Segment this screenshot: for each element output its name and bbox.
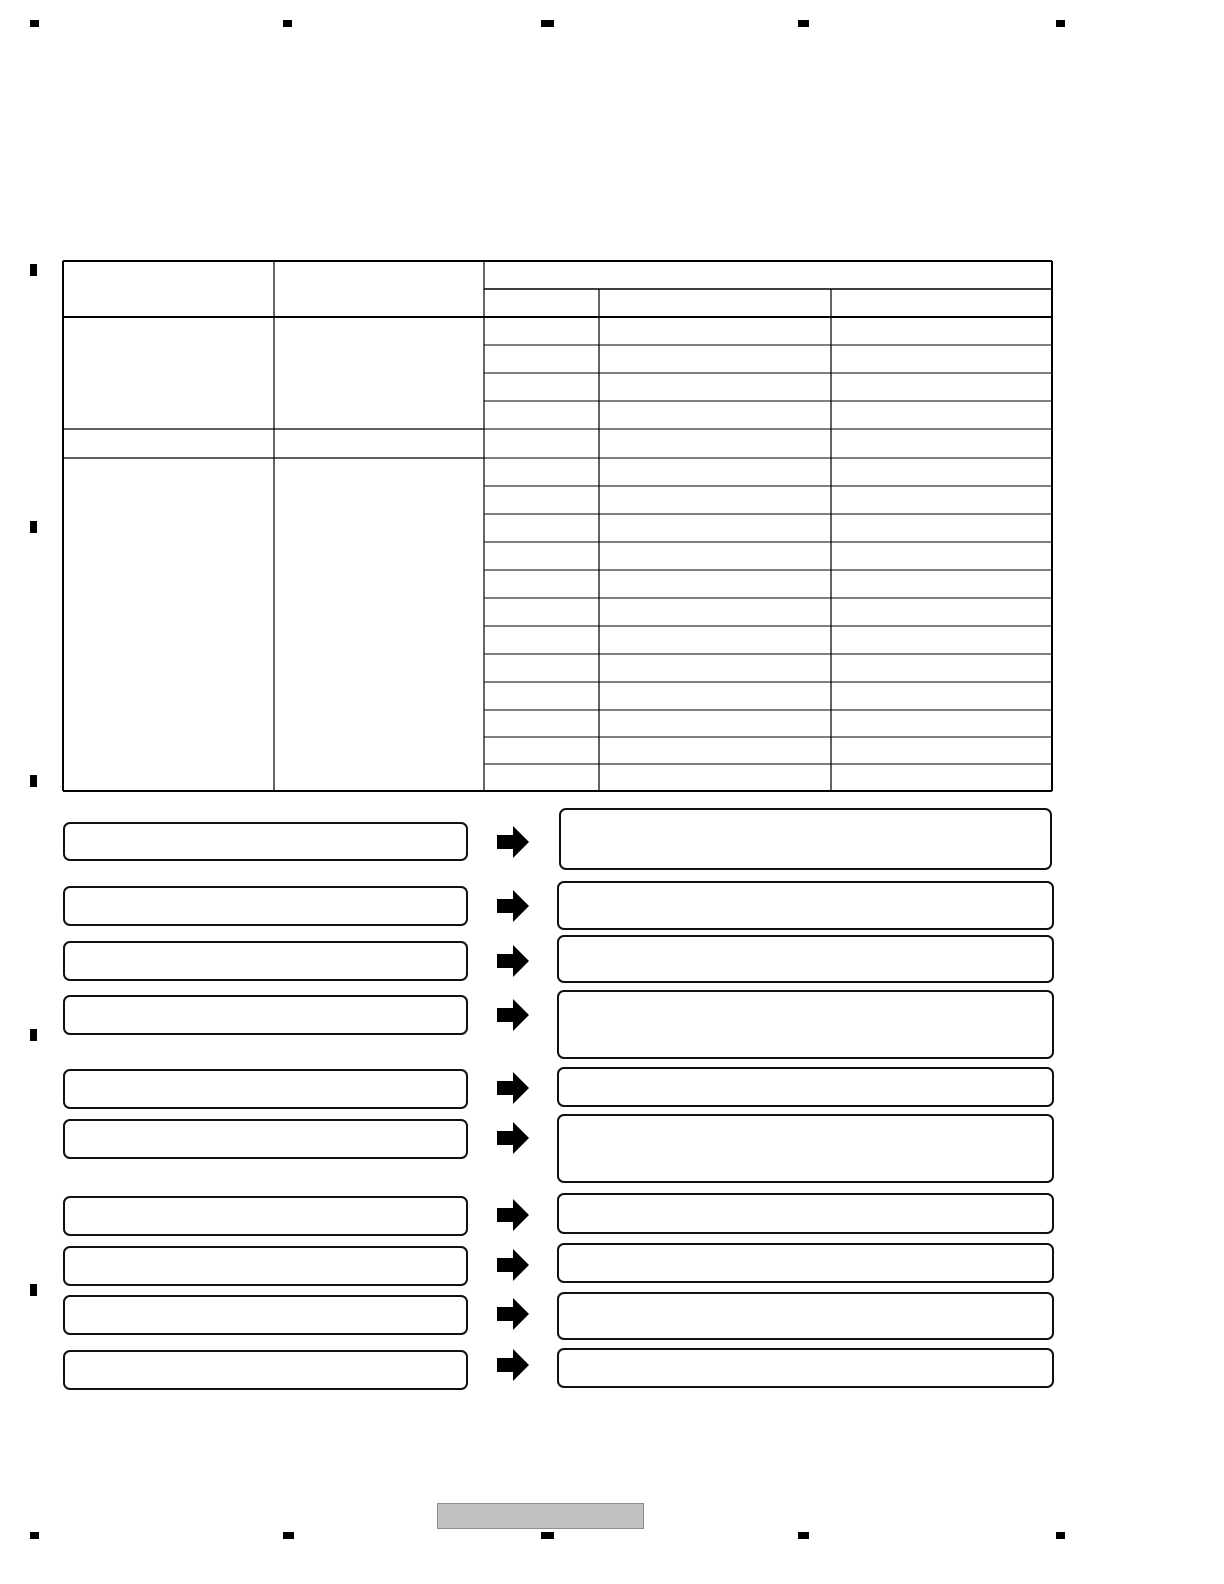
- arrow-right-icon: [496, 1247, 530, 1283]
- registration-mark-left-2: [30, 521, 37, 533]
- arrow-right-icon: [496, 1070, 530, 1106]
- flow-target-box-8: [557, 1243, 1054, 1283]
- registration-mark-left-1: [30, 264, 37, 276]
- arrow-right-icon: [496, 1197, 530, 1233]
- registration-mark-bottom-2: [283, 1532, 294, 1539]
- registration-mark-bottom-4: [798, 1532, 809, 1539]
- spec-table: [62, 260, 1053, 792]
- flow-target-box-3: [557, 935, 1054, 983]
- flow-target-box-9: [557, 1292, 1054, 1340]
- flow-source-box-7: [63, 1196, 468, 1236]
- arrow-right-icon: [496, 1347, 530, 1383]
- flow-target-box-7: [557, 1193, 1054, 1234]
- flow-source-box-6: [63, 1119, 468, 1159]
- flow-source-box-2: [63, 886, 468, 926]
- flow-target-box-2: [557, 881, 1054, 930]
- arrow-right-icon: [496, 1296, 530, 1332]
- registration-mark-top-3: [541, 20, 554, 27]
- registration-mark-left-4: [30, 1029, 37, 1041]
- registration-mark-top-1: [30, 20, 39, 27]
- arrow-right-icon: [496, 997, 530, 1033]
- arrow-right-icon: [496, 888, 530, 924]
- flow-target-box-10: [557, 1348, 1054, 1388]
- arrow-right-icon: [496, 1120, 530, 1156]
- flow-source-box-8: [63, 1246, 468, 1286]
- registration-mark-bottom-3: [541, 1532, 554, 1539]
- registration-mark-left-5: [30, 1284, 37, 1296]
- registration-mark-top-4: [798, 20, 809, 27]
- flow-target-box-6: [557, 1114, 1054, 1183]
- registration-mark-top-2: [283, 20, 292, 27]
- flow-source-box-1: [63, 822, 468, 861]
- flow-source-box-5: [63, 1069, 468, 1109]
- flow-source-box-9: [63, 1295, 468, 1335]
- registration-mark-bottom-1: [30, 1532, 39, 1539]
- page-number-box: [437, 1503, 644, 1529]
- registration-mark-top-5: [1056, 20, 1065, 27]
- flow-target-box-4: [557, 990, 1054, 1059]
- arrow-right-icon: [496, 943, 530, 979]
- arrow-right-icon: [496, 824, 530, 860]
- registration-mark-left-3: [30, 775, 37, 787]
- flow-source-box-3: [63, 941, 468, 981]
- flow-source-box-4: [63, 995, 468, 1035]
- flow-target-box-1: [559, 808, 1052, 870]
- registration-mark-bottom-5: [1056, 1532, 1065, 1539]
- flow-source-box-10: [63, 1350, 468, 1390]
- flow-target-box-5: [557, 1067, 1054, 1107]
